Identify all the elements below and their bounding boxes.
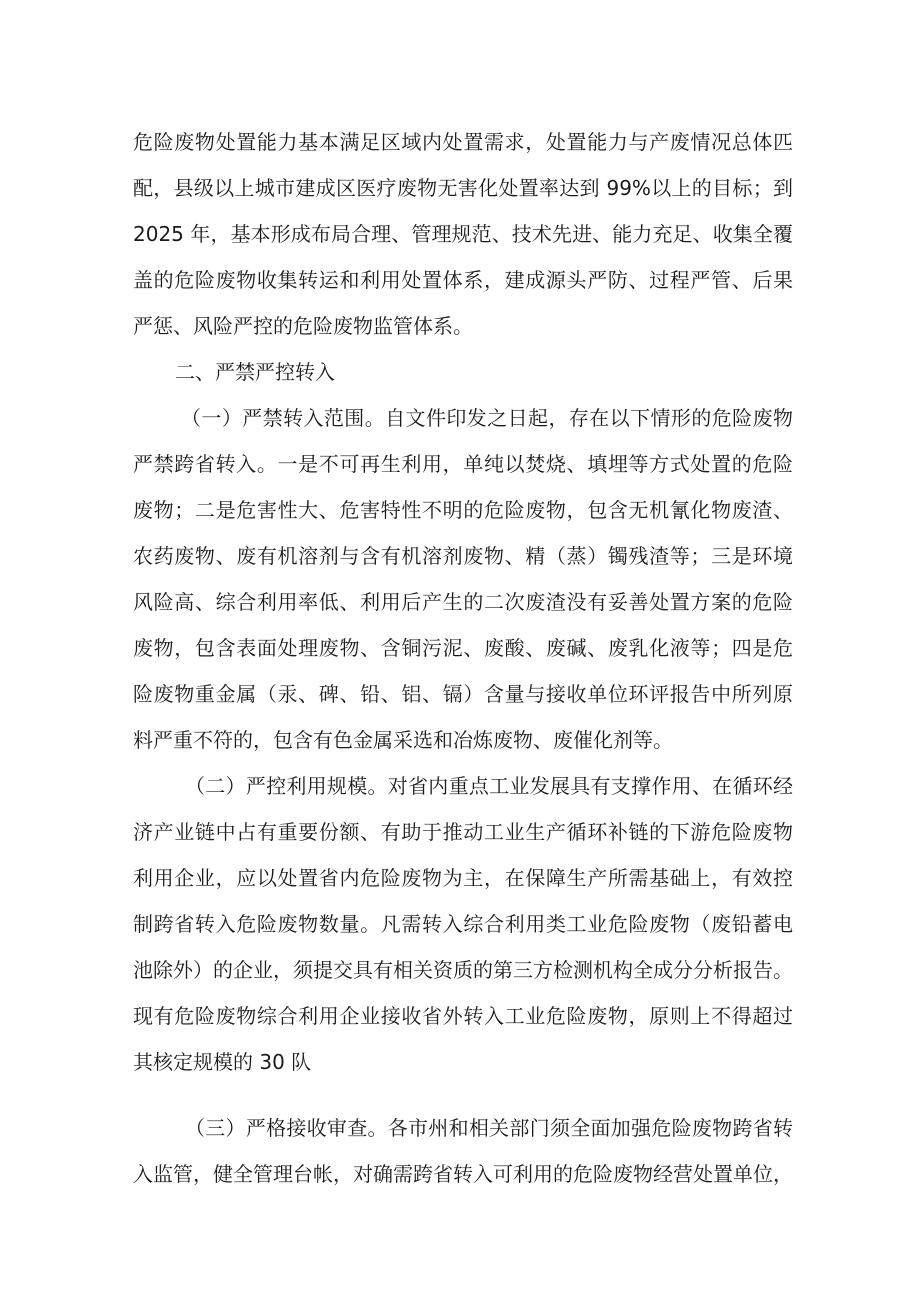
text-line: 池除外）的企业，须提交具有相关资质的第三方检测机构全成分分析报告。 [133, 958, 793, 982]
text-line: 入监管，健全管理台帐，对确需跨省转入可利用的危险废物经营处置单位， [133, 1162, 793, 1186]
text-line: 济产业链中占有重要份额、有助于推动工业生产循环补链的下游危险废物 [133, 820, 793, 844]
text-line: 危险废物处置能力基本满足区域内处置需求，处置能力与产废情况总体匹 [133, 130, 793, 154]
text-line: 制跨省转入危险废物数量。凡需转入综合利用类工业危险废物（废铅蓄电 [133, 912, 793, 936]
text-line: 废物，包含表面处理废物、含铜污泥、废酸、废碱、废乳化液等；四是危 [133, 636, 793, 660]
text-line: 农药废物、废有机溶剂与含有机溶剂废物、精（蒸）镯残渣等；三是环境 [133, 544, 793, 568]
paragraph-first-line: （三）严格接收审查。各市州和相关部门须全面加强危险废物跨省转 [185, 1116, 793, 1140]
section-heading: 二、严禁严控转入 [175, 360, 335, 384]
text-line: 其核定规模的 30 队 [133, 1050, 312, 1074]
text-line: 利用企业，应以处置省内危险废物为主，在保障生产所需基础上，有效控 [133, 866, 793, 890]
text-line: 严禁跨省转入。一是不可再生利用，单纯以焚烧、填埋等方式处置的危险 [133, 452, 793, 476]
text-line: 现有危险废物综合利用企业接收省外转入工业危险废物，原则上不得超过 [133, 1004, 793, 1028]
text-line: 险废物重金属（汞、碑、铅、铝、镉）含量与接收单位环评报告中所列原 [133, 682, 793, 706]
paragraph-first-line: （一）严禁转入范围。自文件印发之日起，存在以下情形的危险废物 [181, 406, 793, 430]
text-line: 2025 年，基本形成布局合理、管理规范、技术先进、能力充足、收集全覆 [133, 222, 793, 246]
paragraph-first-line: （二）严控利用规模。对省内重点工业发展具有支撑作用、在循环经 [185, 774, 793, 798]
text-line: 严惩、风险严控的危险废物监管体系。 [133, 314, 473, 338]
text-line: 废物；二是危害性大、危害特性不明的危险废物，包含无机氰化物废渣、 [133, 498, 793, 522]
text-line: 盖的危险废物收集转运和利用处置体系，建成源头严防、过程严管、后果 [133, 268, 793, 292]
text-line: 料严重不符的，包含有色金属采选和冶炼废物、废催化剂等。 [133, 728, 673, 752]
text-line: 配，县级以上城市建成区医疗废物无害化处置率达到 99%以上的目标；到 [133, 176, 793, 200]
text-line: 风险高、综合利用率低、利用后产生的二次废渣没有妥善处置方案的危险 [133, 590, 793, 614]
